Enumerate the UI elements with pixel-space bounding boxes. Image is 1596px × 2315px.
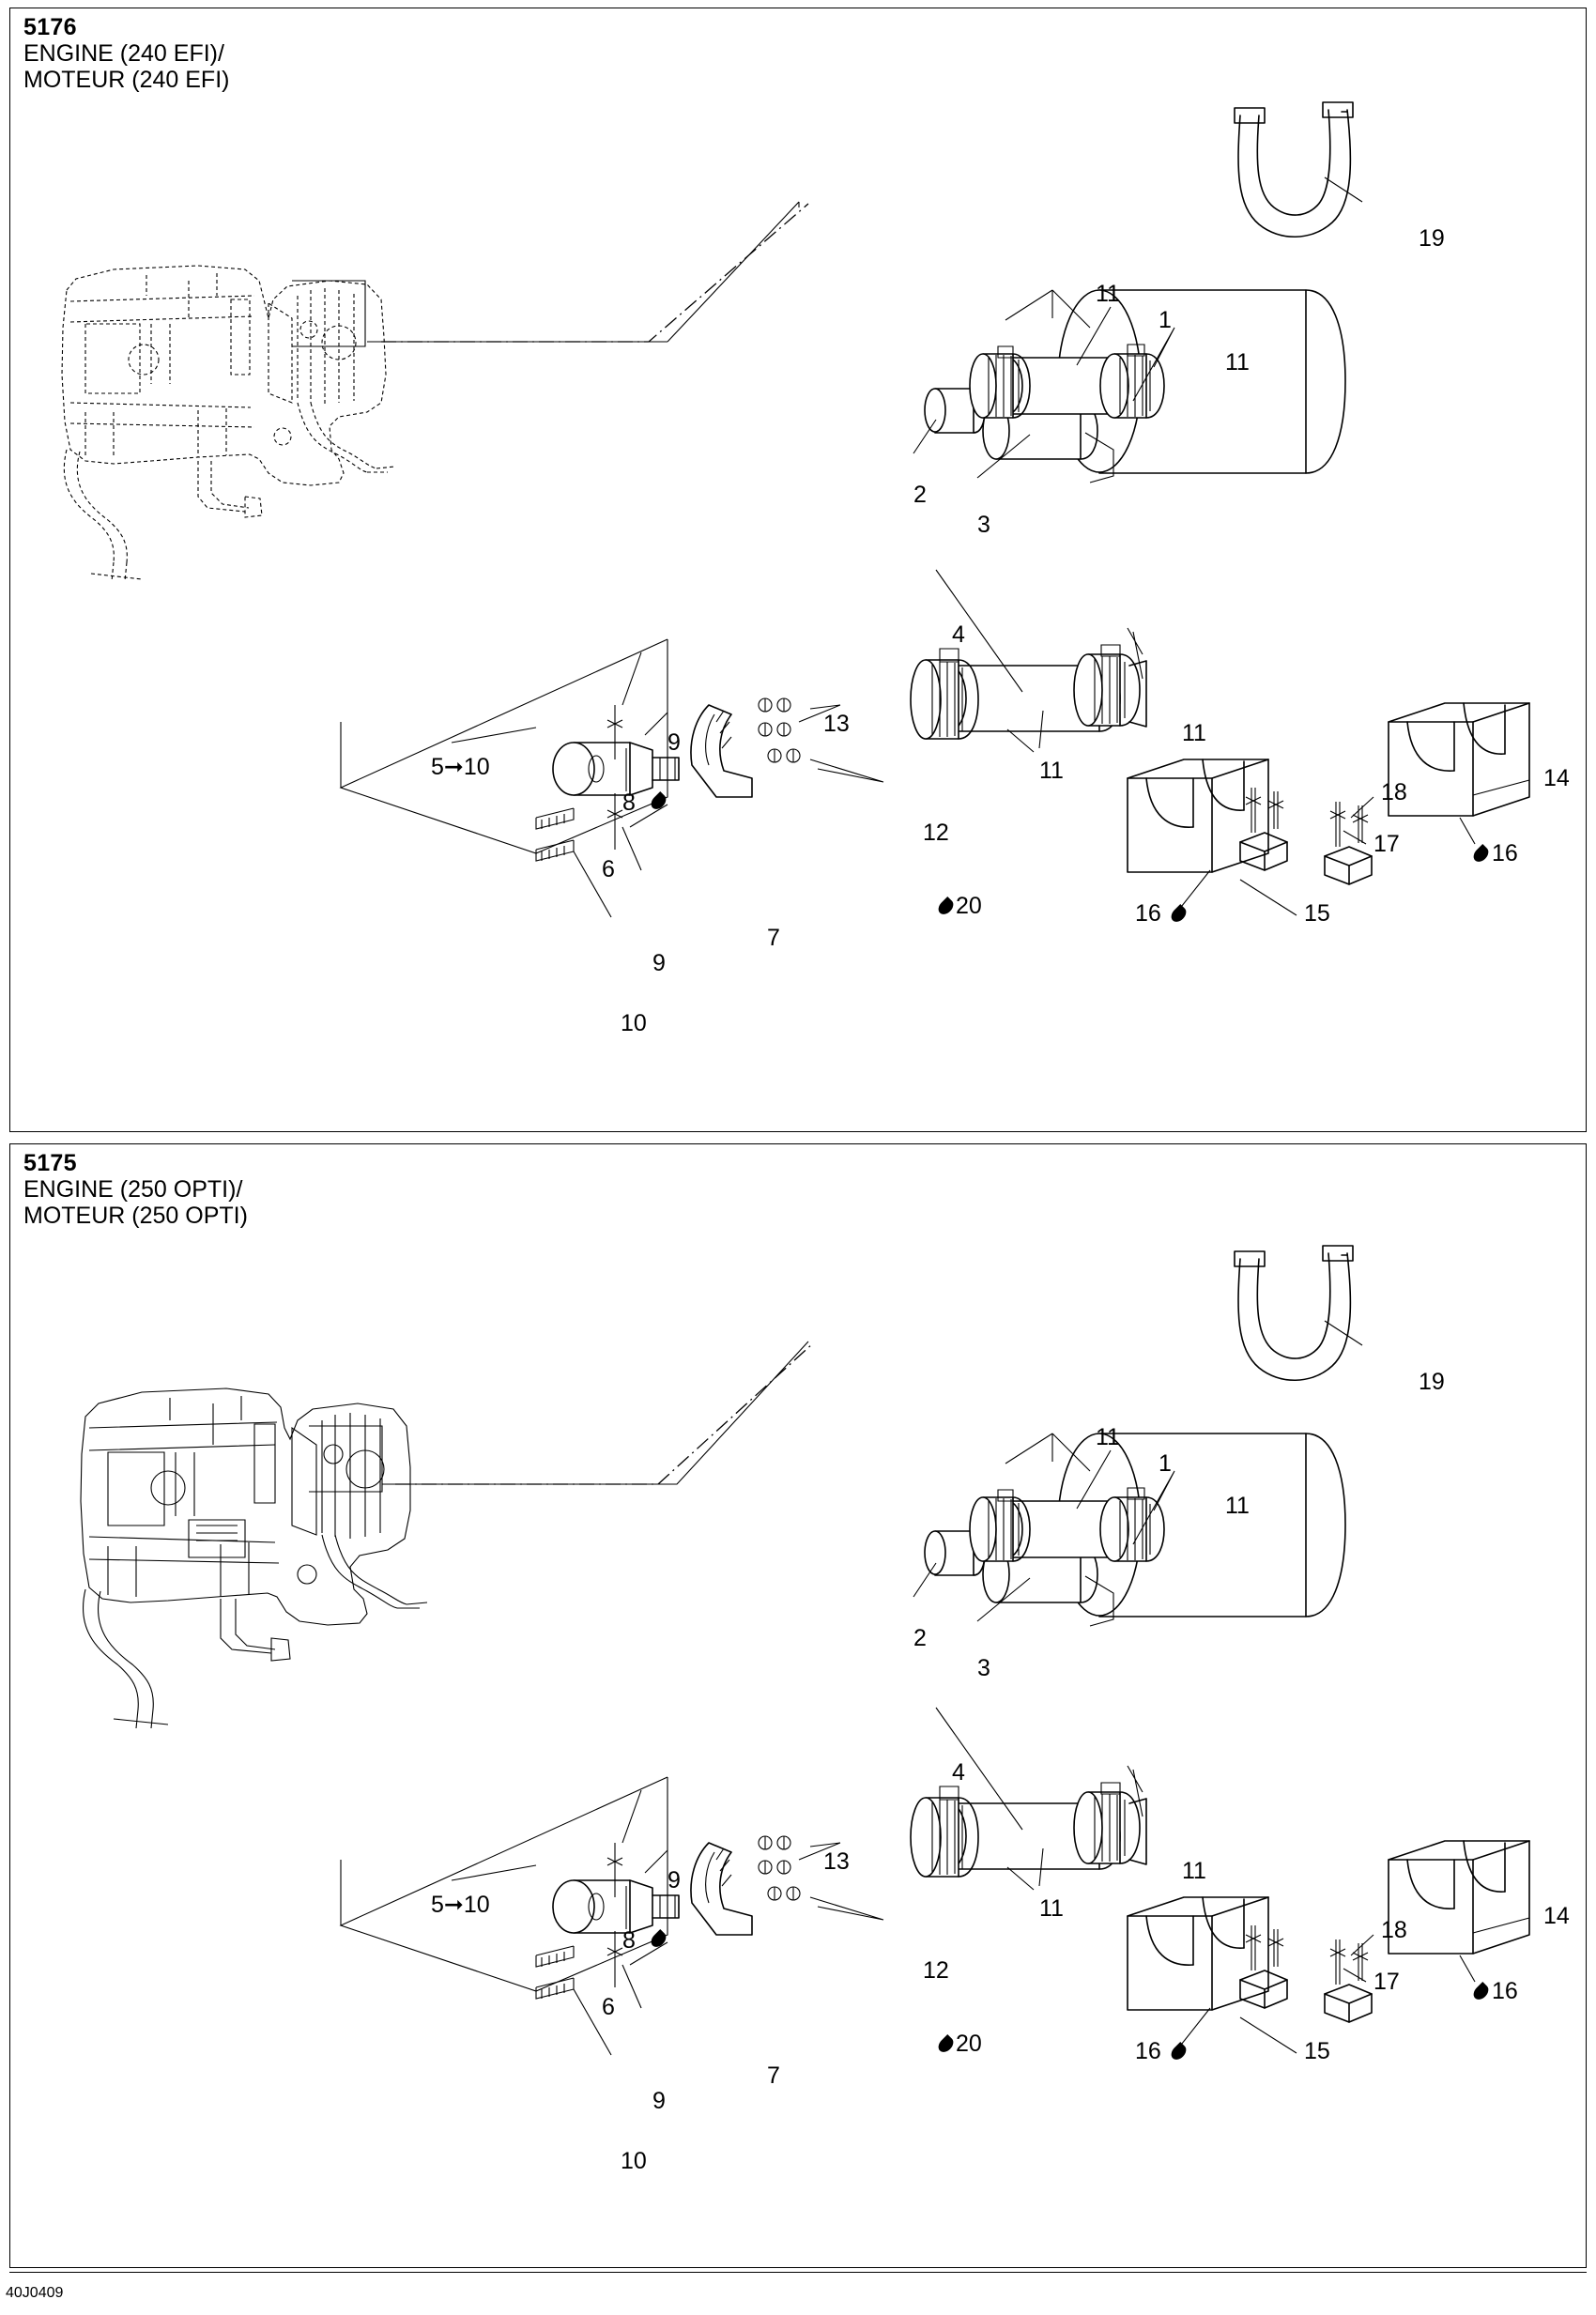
callout-13: 13 [823,711,850,737]
panel-code: 5176 [23,14,77,40]
panel-1-artwork [10,8,1588,1131]
fasteners-12-13 [759,698,800,762]
support-15-2 [1128,1897,1268,2010]
callout-2-11c: 11 [1182,1858,1206,1884]
panel-engine-240-efi [9,8,1587,1132]
mid-pipe-assembly [911,645,1146,739]
fasteners-12-13-2 [759,1836,800,1900]
callout-2-8: 8 [622,1927,636,1954]
callout-19: 19 [1419,225,1445,252]
callout-2-11b: 11 [1225,1493,1250,1519]
callout-11c: 11 [1182,720,1206,746]
leader-lines-2 [452,1321,1529,2055]
callout-12: 12 [923,820,949,846]
support-14-2 [1389,1841,1529,1954]
panel-name-2-line2: MOTEUR (250 OPTI) [23,1203,248,1229]
support-15 [1128,759,1268,872]
callout-2-9a: 9 [668,1867,681,1893]
callout-2-4: 4 [952,1759,965,1786]
callout-2-2: 2 [913,1625,927,1651]
support-14 [1389,703,1529,816]
callout-2-7: 7 [767,2062,780,2089]
callout-2-16b: 16 [1135,2038,1161,2064]
callout-2-12: 12 [923,1957,949,1984]
callout-15: 15 [1304,900,1330,927]
panel-name-line2: MOTEUR (240 EFI) [23,67,230,93]
callout-2-9b: 9 [652,2088,666,2114]
callout-7: 7 [767,925,780,951]
footer-divider [9,2272,1587,2273]
callout-2-11a: 11 [1096,1424,1120,1450]
strap-19-2 [1235,1246,1353,1380]
callout-2-15: 15 [1304,2038,1330,2064]
callout-16b: 16 [1135,900,1161,927]
callout-2-11d: 11 [1039,1895,1064,1922]
panel-2-artwork [10,1144,1588,2267]
callout-11d: 11 [1039,758,1064,784]
shield-13-2 [691,1843,752,1935]
clamp-11-mid-right-2 [1074,1783,1140,1863]
callout-18: 18 [1381,779,1407,805]
callout-2-16a: 16 [1492,1978,1518,2004]
callout-17: 17 [1373,831,1400,857]
panel-code-2: 5175 [23,1150,77,1176]
mid-pipe-assembly-2 [911,1783,1146,1877]
callout-2-3: 3 [977,1655,990,1681]
callout-2-6: 6 [602,1994,615,2020]
panel-name-2-line1: ENGINE (250 OPTI)/ [23,1176,243,1203]
callout-14: 14 [1543,765,1570,791]
shield-13 [691,705,752,797]
engine-outline-2 [81,1388,427,1728]
callout-2-1: 1 [1159,1450,1172,1477]
footer-code: 40J0409 [6,2285,64,2301]
callout-6: 6 [602,856,615,882]
callout-2-17: 17 [1373,1969,1400,1995]
callout-16a: 16 [1492,840,1518,866]
callout-2-18: 18 [1381,1917,1407,1943]
callout-10: 10 [621,1010,647,1036]
callout-2-14: 14 [1543,1903,1570,1929]
callout-9b: 9 [652,950,666,976]
panel-name-line1: ENGINE (240 EFI)/ [23,40,224,67]
panel-engine-250-opti [9,1143,1587,2268]
strap-19 [1235,102,1353,237]
callout-2: 2 [913,482,927,508]
clamp-11-mid-right [1074,645,1140,726]
callout-9a: 9 [668,729,681,756]
callout-2-19: 19 [1419,1369,1445,1395]
bolts-10 [536,808,574,861]
callout-11a: 11 [1096,281,1120,307]
callout-2-5-to-10: 5➞10 [431,1892,490,1918]
callout-5-to-10: 5➞10 [431,754,490,780]
callout-2-20: 20 [956,2031,982,2057]
callout-4: 4 [952,621,965,648]
callout-8: 8 [622,790,636,816]
flange-assembly-6-7 [553,743,679,795]
leader-lines-1 [452,177,1529,917]
callout-2-13: 13 [823,1848,850,1875]
bracket-17 [1240,788,1287,870]
callout-2-10: 10 [621,2148,647,2174]
callout-1: 1 [1159,307,1172,333]
callout-3: 3 [977,512,990,538]
engine-outline [62,266,395,581]
bracket-17-2 [1240,1925,1287,2008]
bolts-10-2 [536,1946,574,1999]
flange-assembly-6-7-2 [553,1880,679,1933]
callout-11b: 11 [1225,349,1250,376]
callout-20: 20 [956,893,982,919]
